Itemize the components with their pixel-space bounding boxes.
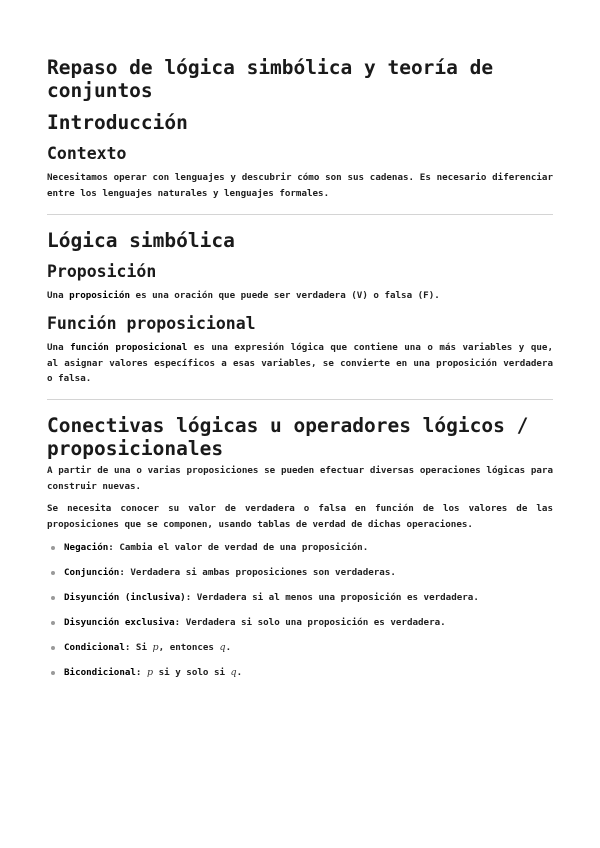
item-term: Condicional xyxy=(64,642,125,653)
conectivas-paragraph-1: A partir de una o varias proposiciones se pueden efectuar diversas operaciones lógicas para construir nuevas. xyxy=(47,465,553,492)
conectivas-paragraph-2: Se necesita conocer su valor de verdadera o falsa en función de los valores de las proposiciones que se componen, usando tablas de verdad de dichas operaciones. xyxy=(47,503,553,530)
proposicion-paragraph xyxy=(47,288,553,304)
item-text: . xyxy=(225,642,232,653)
item-term: Conjunción xyxy=(64,567,120,578)
list-item-conjuncion xyxy=(47,565,553,590)
heading-funcion-proposicional: Función proposicional xyxy=(47,314,256,333)
math-variable: q xyxy=(230,667,237,678)
proposicion-post: es una oración que puede ser verdadera (V) o falsa (F). xyxy=(130,290,440,301)
heading-introduccion: Introducción xyxy=(47,111,188,134)
document-title: Repaso de lógica simbólica y teoría de conjuntos xyxy=(47,56,494,102)
item-text: si y solo si xyxy=(153,667,231,678)
list-item-condicional xyxy=(47,640,553,665)
heading-contexto: Contexto xyxy=(47,144,127,163)
item-text: : xyxy=(135,667,147,678)
list-item-disyuncion-exclusiva xyxy=(47,615,553,640)
proposicion-pre: Una xyxy=(47,290,70,301)
contexto-paragraph: Necesitamos operar con lenguajes y descubrir cómo son sus cadenas. Es necesario diferenciar entre los lenguajes naturales y lenguajes formales. xyxy=(47,172,553,199)
item-term: Bicondicional xyxy=(64,667,136,678)
item-text: : Verdadera si solo una proposición es verdadera. xyxy=(174,617,446,628)
bullet-icon xyxy=(51,571,55,575)
bullet-icon xyxy=(51,596,55,600)
list-item-bicondicional xyxy=(47,665,553,690)
math-variable: p xyxy=(152,642,159,653)
bullet-icon xyxy=(51,621,55,625)
item-text: : Si xyxy=(124,642,153,653)
funcion-paragraph xyxy=(47,340,553,387)
item-text: : Verdadera si ambas proposiciones son verdaderas. xyxy=(119,567,396,578)
operators-list xyxy=(47,540,553,690)
list-item-negacion xyxy=(47,540,553,565)
item-text: : Cambia el valor de verdad de una proposición. xyxy=(108,542,369,553)
item-text: , entonces xyxy=(158,642,220,653)
item-term: Disyunción exclusiva xyxy=(64,617,175,628)
section-divider xyxy=(47,214,553,215)
heading-logica-simbolica: Lógica simbólica xyxy=(47,229,235,252)
math-variable: q xyxy=(219,642,226,653)
item-text: . xyxy=(236,667,243,678)
funcion-term: función proposicional xyxy=(70,342,188,353)
bullet-icon xyxy=(51,546,55,550)
item-term: Disyunción (inclusiva) xyxy=(64,592,186,603)
item-text: : Verdadera si al menos una proposición es verdadera. xyxy=(185,592,479,603)
section-divider xyxy=(47,399,553,400)
math-variable: p xyxy=(147,667,154,678)
list-item-disyuncion-inclusiva xyxy=(47,590,553,615)
funcion-post: es una expresión lógica que contiene una o más variables y que, al asignar valores específicos a esas variables, se convierte en una proposición verdadera o falsa. xyxy=(47,342,553,384)
proposicion-term: proposición xyxy=(69,290,130,301)
item-term: Negación xyxy=(64,542,109,553)
funcion-pre: Una xyxy=(47,342,71,353)
heading-proposicion: Proposición xyxy=(47,262,157,281)
heading-conectivas: Conectivas lógicas u operadores lógicos / proposicionales xyxy=(47,414,529,460)
bullet-icon xyxy=(51,671,55,675)
bullet-icon xyxy=(51,646,55,650)
